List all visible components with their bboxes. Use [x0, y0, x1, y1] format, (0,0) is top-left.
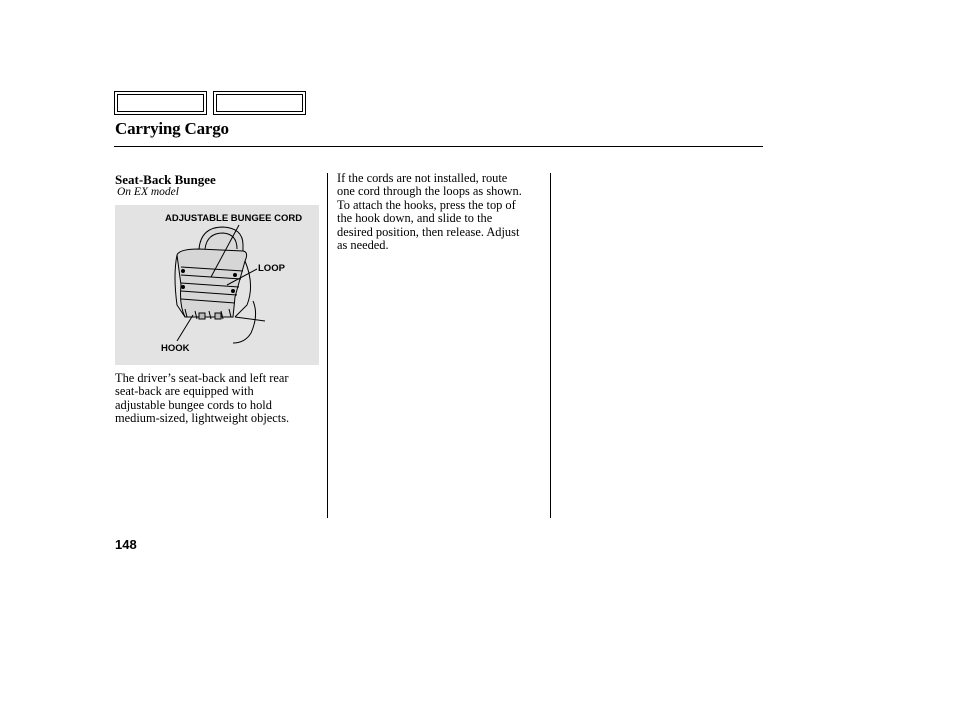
label-adjustable-bungee-cord: ADJUSTABLE BUNGEE CORD	[165, 213, 303, 224]
section-subheading: On EX model	[117, 186, 179, 198]
intro-paragraph	[115, 372, 325, 426]
instructions-paragraph	[337, 172, 547, 252]
nav-button-frame	[216, 94, 303, 112]
text-line: adjustable bungee cords to hold	[115, 397, 272, 412]
page-title: Carrying Cargo	[115, 119, 229, 138]
label-loop: LOOP	[258, 263, 285, 274]
text-line: If the cords are not installed, route	[337, 171, 508, 185]
text-line: seat-back are equipped with	[115, 384, 254, 399]
seat-back-drawing	[115, 205, 319, 365]
text-line: desired position, then release. Adjust	[337, 224, 520, 239]
section-heading: Seat-Back Bungee	[115, 172, 216, 187]
label-hook: HOOK	[161, 343, 190, 354]
column-divider-2	[550, 173, 551, 518]
text-line: To attach the hooks, press the top of	[337, 197, 516, 212]
nav-button-previous[interactable]	[114, 91, 207, 115]
nav-button-next[interactable]	[213, 91, 306, 115]
text-line: one cord through the loops as shown.	[337, 184, 522, 199]
title-divider	[114, 146, 763, 147]
seat-back-illustration	[115, 205, 319, 365]
text-line: The driver’s seat-back and left rear	[115, 371, 289, 385]
column-divider-1	[327, 173, 328, 518]
page-number: 148	[115, 537, 137, 552]
text-line: the hook down, and slide to the	[337, 211, 493, 226]
nav-button-frame	[117, 94, 204, 112]
text-line: medium-sized, lightweight objects.	[115, 411, 290, 426]
text-line: as needed.	[337, 238, 389, 253]
